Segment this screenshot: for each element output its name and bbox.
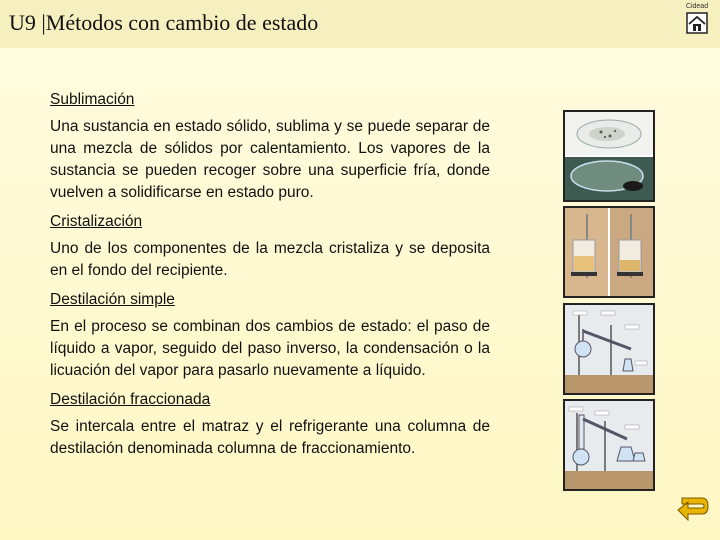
section-text: En el proceso se combinan dos cambios de estado: el paso de líquido a vapor, seguido del paso inverso, la condensación o la licuación del vapor para pasarlo nuevamente a líquido. bbox=[50, 318, 490, 379]
section-sublimation bbox=[50, 90, 490, 204]
section-heading: Destilación simple bbox=[50, 291, 175, 308]
section-text: Uno de los componentes de la mezcla cristaliza y se deposita en el fondo del recipiente. bbox=[50, 240, 490, 279]
section-crystallization bbox=[50, 212, 490, 282]
crystallization-photo bbox=[563, 206, 655, 298]
section-fractional-distillation bbox=[50, 390, 490, 460]
return-arrow-icon[interactable] bbox=[676, 492, 710, 526]
section-heading: Destilación fraccionada bbox=[50, 391, 211, 408]
title-bar bbox=[0, 0, 720, 48]
section-simple-distillation bbox=[50, 290, 490, 382]
logo-text: Cidead bbox=[685, 3, 709, 10]
content-column bbox=[50, 90, 490, 468]
house-logo-icon bbox=[686, 12, 708, 34]
page-title: U9 |Métodos con cambio de estado bbox=[9, 10, 319, 35]
section-heading: Sublimación bbox=[50, 91, 135, 108]
cidead-logo bbox=[682, 3, 712, 39]
section-text: Una sustancia en estado sólido, sublima y se puede separar de una mezcla de sólidos por calentamiento. Los vapores de la sustancia se pueden recoger sobre una superficie fría, donde vuelven a solidificarse en estado puro. bbox=[50, 118, 490, 201]
section-heading: Cristalización bbox=[50, 213, 143, 230]
sublimation-photo bbox=[563, 110, 655, 202]
section-text: Se intercala entre el matraz y el refrigerante una columna de destilación denominada columna de fraccionamiento. bbox=[50, 418, 490, 457]
fractional-distillation-diagram bbox=[563, 399, 655, 491]
simple-distillation-diagram bbox=[563, 303, 655, 395]
